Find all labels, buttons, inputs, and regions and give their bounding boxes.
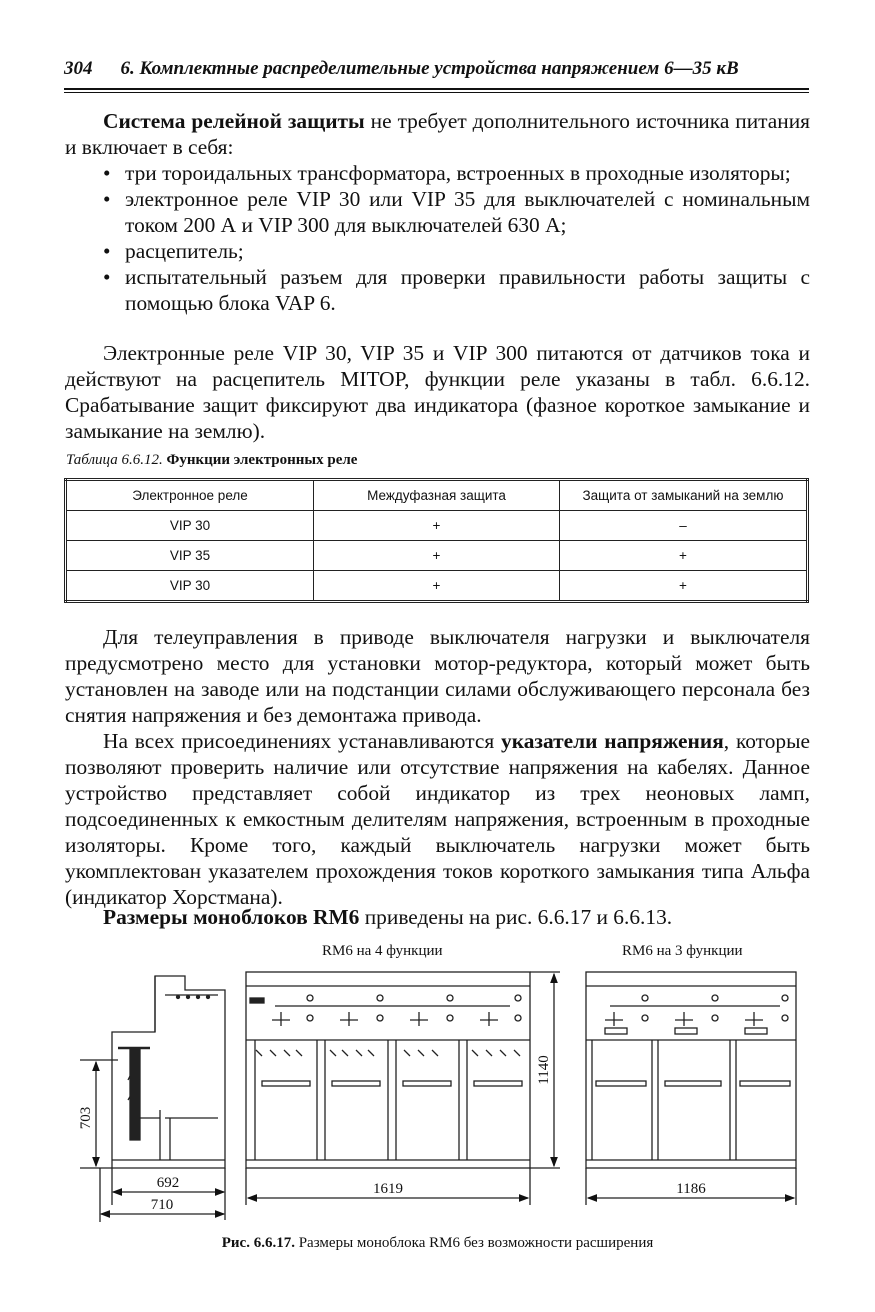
page-number: 304 — [64, 58, 93, 79]
running-header — [64, 58, 809, 80]
list-item — [65, 160, 810, 186]
table-cell: + — [560, 571, 808, 602]
table-cell: + — [314, 541, 560, 571]
figure-caption-text: Размеры моноблока RM6 без возможности расширения — [294, 1235, 654, 1251]
front-view-3-functions — [586, 972, 796, 1168]
bullet-icon: • — [103, 187, 111, 211]
list-item-text: электронное реле VIP 30 или VIP 35 для выключателей с номинальным током 200 А и VIP 300 для выключателей 630 А; — [125, 187, 810, 237]
table-caption — [66, 452, 357, 469]
figure-rm6-dimensions — [0, 930, 875, 1230]
paragraph-text: не требует дополнительного источника питания и включает в себя: — [65, 109, 810, 159]
dim-width-4-functions: 1619 — [373, 1181, 403, 1197]
bullet-icon: • — [103, 265, 111, 289]
paragraph-telecontrol: Для телеуправления в приводе выключателя нагрузки и выключателя предусмотрено место для установки мотор-редуктора, который может быть установлен на заводе или на подстанции силами обслуживающего персонала без снятия напряжения и без демонтажа привода. — [65, 625, 810, 727]
paragraph-text: , которые позволяют проверить наличие или отсутствие напряжения на кабелях. Данное устройство представляет собой индикатор из трех неоновых ламп, подсоединенных к емкостным делителям напряжения, встроенным в проходные изоляторы. Кроме того, каждый выключатель нагрузки может быть укомплектован указателем прохождения токов короткого замыкания типа Альфа (индикатор Хорстмана). — [65, 729, 810, 909]
paragraph-dimensions — [65, 904, 810, 930]
component-list — [65, 160, 810, 316]
table-cell: – — [560, 511, 808, 541]
dim-width-outer: 710 — [150, 1197, 174, 1213]
list-item — [65, 186, 810, 238]
table-cell: + — [314, 511, 560, 541]
dim-height-front: 1140 — [536, 1055, 552, 1085]
paragraph-lead: Размеры моноблоков RM6 — [103, 905, 360, 929]
table-cell: VIP 30 — [66, 571, 314, 602]
bullet-icon: • — [103, 239, 111, 263]
column-header: Электронное реле — [66, 480, 314, 511]
chapter-title: 6. Комплектные распределительные устройства напряжением 6—35 кВ — [120, 58, 739, 79]
table-row — [66, 571, 808, 602]
header-rule — [64, 88, 809, 90]
list-item-text: испытательный разъем для проверки правильности работы защиты с помощью блока VAP 6. — [125, 265, 810, 315]
paragraph-relay-protection — [65, 108, 810, 160]
paragraph-text: приведены на рис. 6.6.17 и 6.6.13. — [359, 905, 673, 929]
paragraph-bold: указатели напряжения — [501, 729, 724, 753]
header-rule-thin — [64, 92, 809, 93]
table-cell: + — [314, 571, 560, 602]
paragraph-text: На всех присоединениях устанавливаются — [103, 729, 501, 753]
dim-width-3-functions: 1186 — [676, 1181, 706, 1197]
table-caption-number: Таблица 6.6.12. — [66, 452, 163, 468]
dim-width-inner: 692 — [156, 1175, 180, 1191]
table-cell: VIP 35 — [66, 541, 314, 571]
table-cell: + — [560, 541, 808, 571]
list-item-text: расцепитель; — [125, 239, 244, 263]
table-caption-title: Функции электронных реле — [166, 452, 358, 468]
relay-functions-table — [64, 478, 809, 603]
figure-caption — [0, 1235, 875, 1252]
front-view-4-functions — [246, 972, 530, 1168]
list-item-text: три тороидальных трансформатора, встроенных в проходные изоляторы; — [125, 161, 791, 185]
table-header-row — [66, 480, 808, 511]
table-row — [66, 541, 808, 571]
column-header: Защита от замыканий на землю — [560, 480, 808, 511]
table-row — [66, 511, 808, 541]
paragraph-relays: Электронные реле VIP 30, VIP 35 и VIP 300 питаются от датчиков тока и действуют на расцепитель MITOP, функции реле указаны в табл. 6.6.12. Срабатывание защит фиксируют два индикатора (фазное короткое замыкание и замыкание на землю). — [65, 341, 810, 443]
table-cell: VIP 30 — [66, 511, 314, 541]
figure-label-3-functions: RM6 на 3 функции — [622, 943, 743, 959]
dimension-drawing — [0, 930, 875, 1230]
figure-label-4-functions: RM6 на 4 функции — [322, 943, 443, 959]
paragraph-voltage-indicators — [65, 728, 810, 910]
dim-height-side: 703 — [78, 1106, 94, 1130]
bullet-icon: • — [103, 161, 111, 185]
figure-caption-label: Рис. 6.6.17. — [221, 1235, 295, 1251]
column-header: Междуфазная защита — [314, 480, 560, 511]
list-item — [65, 238, 810, 264]
paragraph-lead: Система релейной защиты — [103, 109, 365, 133]
list-item — [65, 264, 810, 316]
